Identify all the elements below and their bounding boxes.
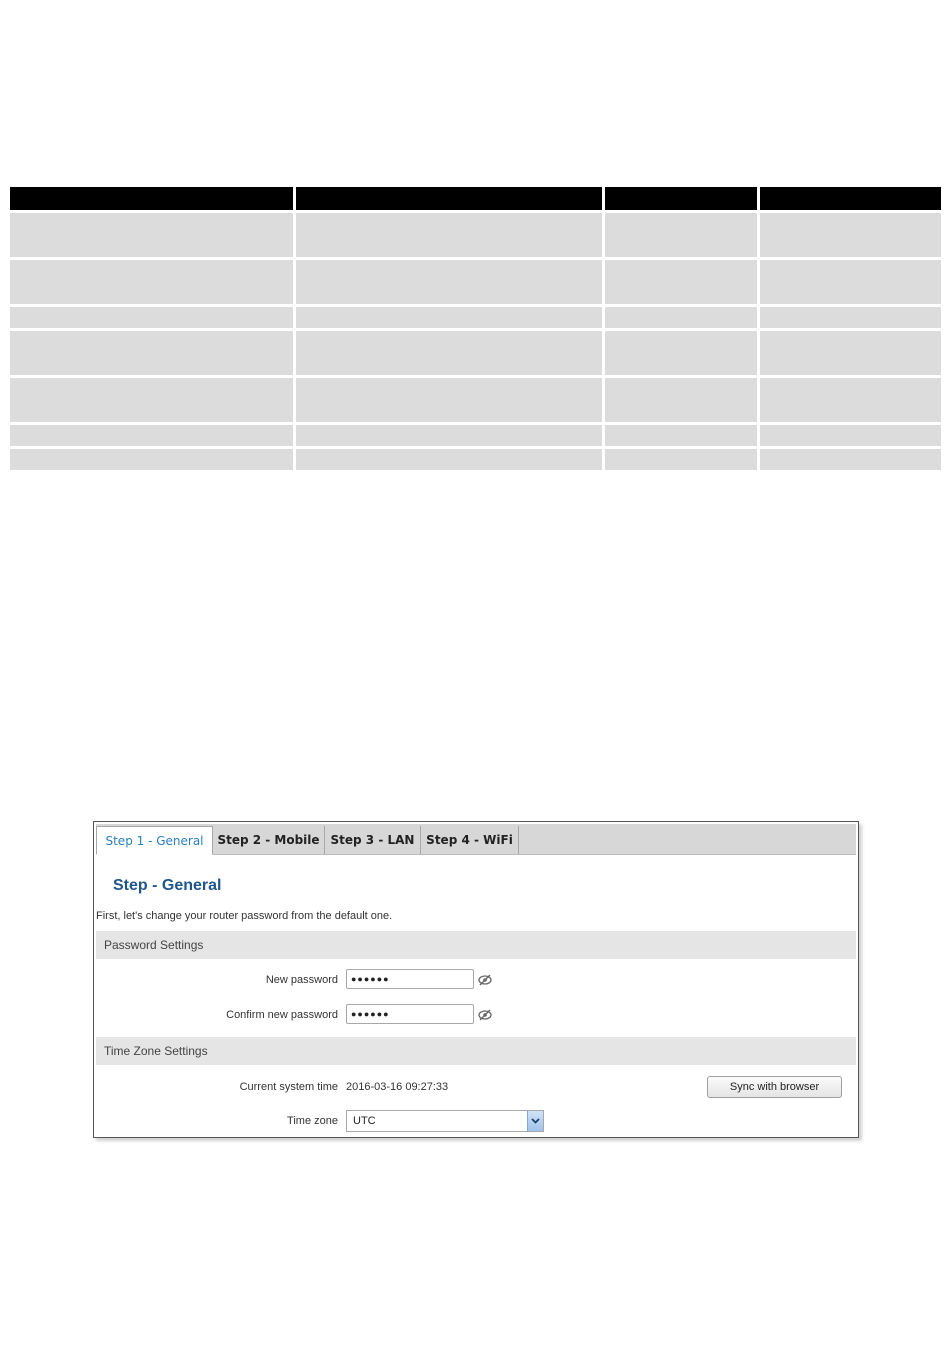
table-header-cell bbox=[10, 187, 296, 210]
table-cell bbox=[10, 328, 296, 375]
table-cell bbox=[605, 328, 760, 375]
tab-step-2-mobile[interactable]: Step 2 - Mobile bbox=[213, 826, 325, 854]
time-zone-label: Time zone bbox=[287, 1115, 338, 1127]
table-row bbox=[10, 210, 941, 257]
table-cell bbox=[760, 304, 941, 328]
table-cell bbox=[605, 422, 760, 446]
table-cell bbox=[296, 257, 605, 304]
table-header-cell bbox=[760, 187, 941, 210]
table-row bbox=[10, 422, 941, 446]
table-cell bbox=[760, 328, 941, 375]
chevron-down-icon[interactable] bbox=[527, 1111, 543, 1131]
time-zone-settings-header: Time Zone Settings bbox=[96, 1037, 856, 1065]
tab-step-4-wifi[interactable]: Step 4 - WiFi bbox=[421, 826, 519, 854]
table-cell bbox=[605, 257, 760, 304]
table-cell bbox=[605, 446, 760, 470]
table-cell bbox=[760, 446, 941, 470]
table-cell bbox=[296, 304, 605, 328]
page-title: Step - General bbox=[113, 877, 222, 894]
table-header-cell bbox=[296, 187, 605, 210]
confirm-password-label: Confirm new password bbox=[226, 1009, 338, 1021]
table-cell bbox=[10, 446, 296, 470]
tab-step-1-general[interactable]: Step 1 - General bbox=[96, 826, 213, 855]
new-password-input[interactable]: ●●●●●● bbox=[346, 969, 474, 989]
table-cell bbox=[605, 304, 760, 328]
show-confirm-password-icon[interactable] bbox=[478, 1009, 492, 1021]
wizard-tab-bar bbox=[96, 824, 856, 855]
password-settings-header: Password Settings bbox=[96, 931, 856, 959]
table-cell bbox=[760, 422, 941, 446]
intro-text: First, let's change your router password from the default one. bbox=[96, 910, 393, 922]
show-password-icon[interactable] bbox=[478, 974, 492, 986]
current-time-value: 2016-03-16 09:27:33 bbox=[346, 1081, 449, 1093]
table-cell bbox=[760, 375, 941, 422]
confirm-password-input[interactable]: ●●●●●● bbox=[346, 1004, 474, 1024]
tab-step-3-lan[interactable]: Step 3 - LAN bbox=[325, 826, 421, 854]
table-cell bbox=[296, 210, 605, 257]
table-cell bbox=[10, 210, 296, 257]
sync-with-browser-button[interactable]: Sync with browser bbox=[707, 1076, 842, 1098]
table-cell bbox=[605, 210, 760, 257]
table-cell bbox=[296, 422, 605, 446]
setup-wizard-panel bbox=[93, 821, 859, 1138]
table-cell bbox=[296, 446, 605, 470]
table-cell bbox=[10, 304, 296, 328]
table-cell bbox=[605, 375, 760, 422]
table-row bbox=[10, 328, 941, 375]
current-time-label: Current system time bbox=[239, 1081, 338, 1093]
table-cell bbox=[760, 210, 941, 257]
table-row bbox=[10, 257, 941, 304]
table-row bbox=[10, 375, 941, 422]
table-cell bbox=[760, 257, 941, 304]
table-cell bbox=[10, 257, 296, 304]
time-zone-select[interactable] bbox=[346, 1110, 544, 1132]
table-cell bbox=[296, 328, 605, 375]
table-cell bbox=[10, 375, 296, 422]
table-cell bbox=[296, 375, 605, 422]
table-row bbox=[10, 446, 941, 470]
table-header-row bbox=[10, 187, 941, 210]
new-password-label: New password bbox=[265, 974, 338, 986]
table-cell bbox=[10, 422, 296, 446]
table-row bbox=[10, 304, 941, 328]
time-zone-selected-value: UTC bbox=[353, 1115, 376, 1127]
table-header-cell bbox=[605, 187, 760, 210]
document-table bbox=[10, 187, 941, 470]
